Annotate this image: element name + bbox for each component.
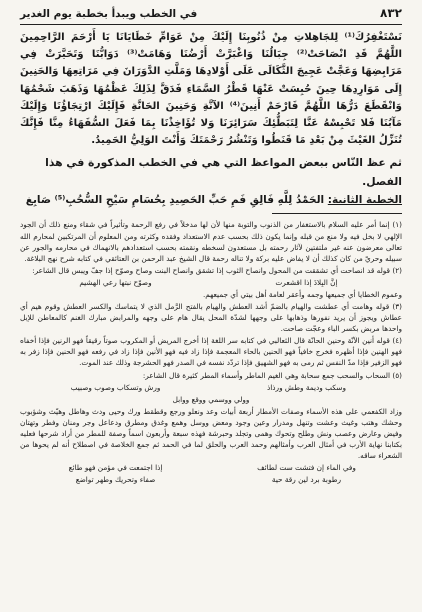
footnote-divider [272, 213, 402, 214]
khutba-line [20, 191, 402, 209]
footnote-1: (١) إنما أمر عليه السلام بالاستغفار من الذنوب والتوبة منها لأن لها مدخلاً في رفع الرحمة وتأثيراً في شقاء ومنع ذلك أن الجود الإلهي لا بخل فيه ولا منع من قبله وإنما يكون ذلك بحسب عدم الاستعداد وفقده وكثرته ومن المعلوم أن المرتكبين لمحارم الله تعالى معرضون عنه غير ملتفتين لآثار رحمته بل مستعدون لسخطه ونقمته بحسب استعدادهم بالانهماك في محارمه والجور عن سبيله وحريّ من كان كذلك أن لا يفاض عليه بركة ولا تناله رحمة قال الشيخ عبد الرحمن بن العتائقي في كتابه شرح نهج البلاغة. [20, 220, 402, 263]
verse-1-right: إنَّ البِلادَ إذا اقشعرت [275, 277, 338, 287]
footnote-4: (٤) قوله أنين الآنّة وحنين الحانّة قال الثعالبي في كتابه سر اللغة إذا أخرج المريض أو المكروب صوتاً رقيقاً فهو الرنين فإذا أخفاه فهو الهنين فإذا أظهره فخرج خافياً فهو الحنين بالحاء المعجمة فإذا زاد فيه فهو الأنين فإذا زاد في رفعه فهو الحنين فإذا زفر به فهو الزفير فإذا مدّ النفس ثم رمى به فهو الشهيق فإذا تردّد نفسه في الصدر فهو الحشرجة وذلك عند الموت. [20, 336, 402, 368]
header-divider [20, 24, 402, 25]
verse-4-left: إذا اجتمعت في مؤمن فهو طائع [68, 463, 163, 473]
running-title: في الخطب ويبدأ بخطبة يوم الغدير [20, 8, 198, 20]
lead-line: ثم عظ النّاس ببعض المواعظ التي هي في الخطب المذكورة في هذا الفصل. [45, 156, 402, 189]
footnote-2-continued: وعموم الخطايا أي جميعها وجمه وأعقر لعامة أهل بيتي أي جميعهم. [202, 289, 402, 299]
khutba-title: الخطبة الثانية: [327, 194, 402, 207]
verse-5-left: صفاء وتحريك وطهر تواضع [75, 475, 156, 485]
main-text [20, 29, 402, 149]
verse-1 [20, 277, 402, 288]
page-number: ٨٣٢ [380, 6, 402, 20]
verse-4-right: وفي الماء إن فتشت ست لطائف [257, 463, 356, 473]
footnote-2: (٢) قوله قد انصاحت أي تشققت من المحول وانصاح الثوب إذا تشقق وانصاح البنت وصاح وصوّح إذا جفّ ويبس قال الشاعر: [32, 265, 402, 275]
main-paragraph: نَسْتَغْفِرُكَ⁽¹⁾ لِلجَاهِلاتِ مِنْ ذُنُوبِنَا إِلَيْكَ مِنْ عَوَامِّ خَطَايَانَا يَا أَرْحَمَ الرَّاحِمِينَ اللَّهُمَّ قَدِ انْصَاحَتْ⁽²⁾ جِبَالُنَا وَاغْبَرَّتْ أَرْضُنَا وَهَامَتْ⁽³⁾ دَوَابُّنَا وَتَحَيَّرَتْ فِي مَرَابِضِهَا وَعَجَّتْ عَجِيجَ الثَّكَالَى عَلَى أَوْلادِهَا وَمَلَّتِ الدَّوَرَانَ فِي مَرَاتِعِهَا وَالحَنِينَ إِلَى مَوَارِدِهَا حِينَ حُبِسَتْ عَنْهَا قَطْرُ السَّمَاءِ فَدَقَّ لِذَلِكَ عَظْمُهَا وَذَهَبَ شَحْمُهَا وَانْقَطَعَ دَرُّهَا اللَّهُمَّ فَارْحَمْ أَنِينَ⁽⁴⁾ الآنَّةِ وَحَنِينَ الحَانَّةِ فَإِلَيْكَ ارْتِجَاؤُنَا وَإِلَيْكَ مَآبُنَا فَلا تَحْبِسْهُ عَنَّا لِتَبَطُّئِكَ سَرَائِرَنَا وَلا تُؤَاخِذْنَا بِمَا فَعَلَ السُّفَهَاءُ مِنَّا فَإِنَّكَ تُنَزِّلُ الغَيْثَ مِنْ بَعْدِ مَا قَنَطُوا وَتَنْشُرُ رَحْمَتَكَ وَأَنْتَ الوَلِيُّ الحَمِيدُ. [20, 32, 402, 147]
footnote-5-continued: وزاد الكفعمي على هذه الأسماء وصفات الأمطار أربعة أبيات وعد ونعلو ورجع وقطقط ورك وحيى ودث وهاطل وهيّث وشؤبوب وحشك وهتب وغيث وعشت وتنهل ومدرار وعين وجود ومعض ووسل وهمع وغدق ومطرق ودعاعل وجر ومنان وفطر وتهتان وفيض وعارض وعصب ونش وطلح وتحوك وهمى وتجلد وحبرشة فهذه سبعة وأربعون اسماً وصفة للمطر من أراد شرحها فعليه بكتابنا نهاية الأرب في أمثال العرب وأمثالهم وحمد العرب والحلق لما في الحمد ثم جمع الخلاصة في اصطلاح أنه لم يحوها من الشعراء ساقه. [20, 406, 402, 461]
verse-2-left: ورش وتسكاب وصوب وصبيب [70, 382, 161, 392]
khutba-text: الحَمْدُ لِلَّهِ فَالِقِ فَمِ حَبِّ الحَصِيدِ بِحُسَامِ سَيْحِ السُّحُبِ⁽⁵⁾ صَابِغ [25, 194, 325, 207]
page-header [20, 6, 402, 23]
footnotes [20, 219, 402, 485]
verse-5 [20, 474, 402, 485]
footnote-5: (٥) السحاب والسحب جمع سحابة وهي الغيم الماطر وأسماء المطر كثيرة قال الشاعر: [142, 370, 402, 380]
verse-4 [20, 462, 402, 473]
verse-5-right: رطوبة برد لين رقة حية [271, 475, 342, 485]
verse-3 [20, 394, 402, 405]
verse-3-center: وولي ووسمي ووقع ووابل [172, 394, 250, 404]
verse-2 [20, 382, 402, 393]
verse-2-right: وسكب وديمة وطش ورذاذ [267, 382, 346, 392]
footnote-3: (٣) قوله وهامت أي عطشت والهيام بالضمّ أشد العطش والهيام بالفتح الرَّمل الذي لا يتماسك والكسر العطش وقوم هيم أي عطاش ويجوز أن يريد نفورها وذهابها على وجهها لشدّة المحل يقال هام على وجهه والمرابض مبارك الغنم كالمعاطن للإبل واحدها مربض بكسر الباء وعجّت صاحت. [20, 301, 402, 334]
verse-1-left: وصوّح نبتها رعي الهشيم [79, 277, 152, 287]
